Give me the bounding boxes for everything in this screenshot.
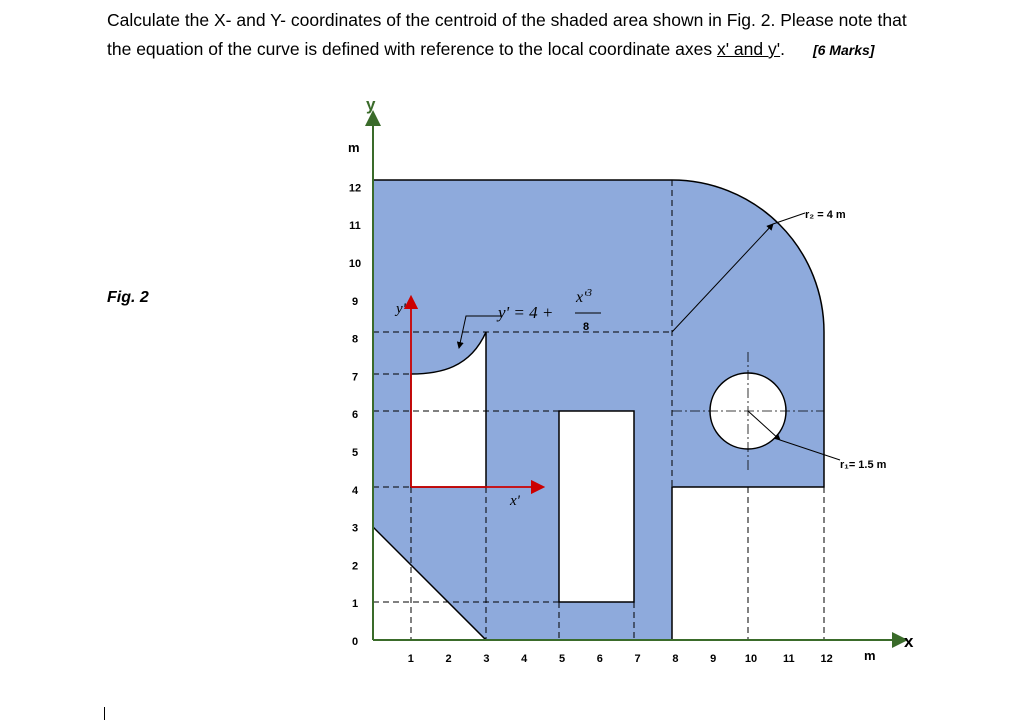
y-tick-4: 4 xyxy=(351,484,359,497)
x-tick-6: 6 xyxy=(596,653,603,665)
y-tick-3: 3 xyxy=(351,522,359,535)
question-line-1: Calculate the X- and Y- coordinates of the centroid of the shaded area shown in Fig. 2. Please note that xyxy=(107,10,907,30)
y-unit-label: m xyxy=(348,140,360,155)
x-tick-10: 10 xyxy=(744,653,758,665)
figure-label: Fig. 2 xyxy=(107,289,149,306)
y-tick-8: 8 xyxy=(351,333,359,346)
y-tick-1: 1 xyxy=(351,598,359,611)
x-tick-8: 8 xyxy=(672,653,679,665)
x-tick-5: 5 xyxy=(558,653,566,665)
x-tick-1: 1 xyxy=(407,653,414,665)
x-tick-11: 11 xyxy=(782,653,795,665)
equation-numerator: $x'^3$ xyxy=(576,287,593,306)
r1-arrow xyxy=(748,411,780,440)
y-tick-6: 6 xyxy=(351,409,359,422)
question-line-2-start: the equation of the curve is defined with reference to the local coordinate axes xyxy=(107,39,717,59)
x-axis-label: x xyxy=(904,632,914,651)
x-tick-2: 2 xyxy=(445,653,452,665)
equation-lhs: y' = 4 + xyxy=(498,303,554,322)
r1-label: r₁= 1.5 m xyxy=(840,459,887,471)
x-tick-labels xyxy=(408,653,833,665)
y-tick-5: 5 xyxy=(351,447,359,459)
shaded-area xyxy=(373,180,824,640)
y-axis-label: y xyxy=(366,95,376,114)
marks-label: [6 Marks] xyxy=(812,42,875,58)
x-unit-label: m xyxy=(864,648,876,663)
equation-denominator: 8 xyxy=(583,321,590,333)
y-tick-12: 12 xyxy=(348,182,362,195)
x-tick-7: 7 xyxy=(634,653,641,665)
x-tick-3: 3 xyxy=(483,653,490,665)
x-tick-4: 4 xyxy=(521,653,528,665)
y-tick-10: 10 xyxy=(348,258,362,270)
local-x-label: x' xyxy=(510,493,520,509)
text-cursor xyxy=(104,707,105,720)
y-tick-0: 0 xyxy=(351,636,359,648)
y-tick-2: 2 xyxy=(351,560,359,573)
x-tick-9: 9 xyxy=(710,653,717,665)
question-line-2-end: . xyxy=(780,39,785,59)
r2-leader xyxy=(773,213,805,224)
question-underlined-axes: x' and y' xyxy=(716,39,781,59)
y-tick-7: 7 xyxy=(351,371,359,384)
x-tick-12: 12 xyxy=(820,653,833,665)
y-tick-9: 9 xyxy=(351,295,359,308)
local-y-label: y' xyxy=(396,301,406,317)
r2-label: r₂ = 4 m xyxy=(805,209,846,221)
y-tick-11: 11 xyxy=(349,220,361,233)
y-tick-labels xyxy=(349,182,361,648)
